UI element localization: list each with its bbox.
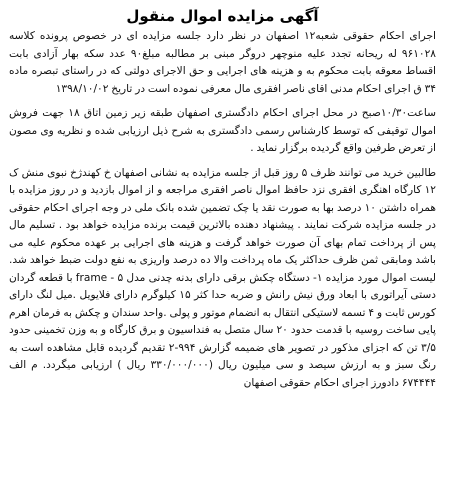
notice-paragraph-session: اجرای احکام حقوقی شعبه۱۲ اصفهان در نظر دارد جلسه مزایده ای در خصوص پرونده کلاسه ۹۶۱۰۲۸ له ریحانه تجدد علیه منوچهر دروگر مبنی بر مطالبه مبلغ۹۰ عدد سکه بهار آزادی بابت اقساط معوقه بابت محکوم به و هزینه های اجرایی و حق الاجرای دولتی که در راستای تبصره ماده ۳۴ ق اجرای احکام مدنی اقای ناصر افقری مال معرفی نموده است در تاریخ ۱۳۹۸/۱۰/۰۲ [9, 30, 436, 95]
notice-paragraph-time-location: ساعت۱۰/۳۰صبح در محل اجرای احکام دادگستری اصفهان طبقه زیر زمین اتاق ۱۸ جهت فروش اموال توقیفی که توسط کارشناس رسمی دادگستری به شرح ذیل ارزیابی شده و نظریه وی مصون از تعرض طرفین واقع گردیده برگزار نماید . [9, 107, 436, 154]
notice-title: آگهی مزایده اموال منقول [126, 7, 319, 25]
paragraph-spacer [9, 158, 436, 165]
paragraph-spacer [9, 98, 436, 105]
notice-paragraph-terms-and-items: طالبین خرید می توانند ظرف ۵ روز قبل از جلسه مزایده به نشانی اصفهان خ کهندژخ نبوی منش ک ۱۲ کارگاه اهنگری افقری نزد حافظ اموال ناصر افقری مراجعه و از اموال بازدید و در روز مزایده با همراه داشتن ۱۰ درصد بها به صورت نقد یا چک تضمین شده بانک ملی در وجه اجرای احکام حقوقی در جلسه مزایده شرکت نمایند . پیشنهاد دهنده بالاترین قیمت برنده مزایده خواهد بود . تسلیم مال پس از پرداخت تمام بهای آن صورت خواهد گرفت و هزینه های اجرایی بر عهده محکوم علیه می باشد ومابقی ثمن ظرف حداکثر یک ماه پرداخت والا ده درصد واریزی به نفع دولت ضبط خواهد شد. لیست اموال مورد مزایده ۱- دستگاه چکش برقی دارای بدنه چدنی مدل frame - ۵ با قطعه گردان دستی آیراتوری با ابعاد ورق نیش رانش و ضربه حدا کثر ۱۵ کیلوگرم دارای فلایویل .میل لنگ دارای کورس ثابت و ۴ تسمه لاستیکی انتقال به انضمام موتور و پولی .واحد سندان و چکش به فرمان اهرم پایی ساخت روسیه با قدمت حدود ۲۰ سال متصل به فنداسیون و برق کارگاه و به وزن تخمینی حدود ۳/۵ تن که اجزای مذکور در تصویر های ضمیمه گزارش ۹۹۴-۲ تقدیم گردیده قابل مشاهده است به رنگ سبز و به ارزش سیصد و سی میلیون ریال (۳۳۰/۰۰۰/۰۰۰ ریال ) ارزیابی میگردد. م الف ۶۷۴۴۴۴ دادورز اجرای احکام حقوقی اصفهان [9, 166, 437, 389]
